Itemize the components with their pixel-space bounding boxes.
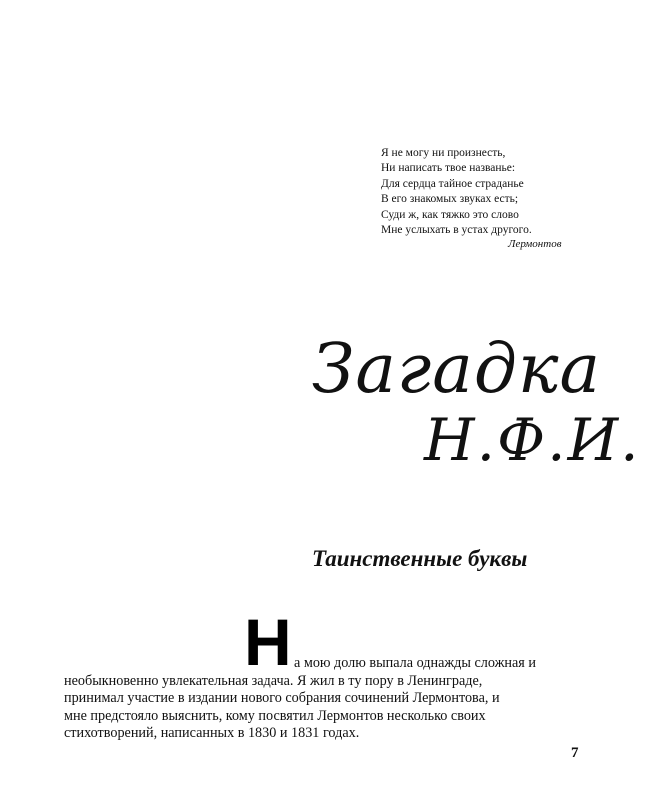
epigraph-line: Я не могу ни произнесть,	[381, 147, 506, 159]
chapter-title-line-2: Н.Ф.И.	[424, 406, 641, 474]
epigraph-line: Ни написать твое названье:	[381, 162, 516, 175]
body-line: необыкновенно увлекательная задача. Я жил в ту пору в Ленинграде,	[64, 672, 483, 689]
page-number: 7	[571, 745, 579, 761]
epigraph-line: Суди ж, как тяжко это слово	[381, 208, 519, 221]
epigraph-line: Мне услыхать в устах другого.	[381, 224, 532, 237]
body-line: мне предстояло выяснить, кому посвятил Лермонтов несколько своих	[64, 707, 486, 724]
epigraph	[381, 146, 611, 238]
body-line: принимал участие в издании нового собрания сочинений Лермонтова, и	[64, 690, 500, 707]
body-line: стихотворений, написанных в 1830 и 1831 годах.	[64, 725, 360, 742]
drop-cap: Н	[244, 615, 292, 669]
chapter-title-line-1: Загадка	[312, 330, 602, 409]
epigraph-line: Для сердца тайное страданье	[381, 177, 524, 190]
epigraph-line: В его знакомых звуках есть;	[381, 193, 519, 206]
section-heading: Таинственные буквы	[312, 546, 528, 571]
epigraph-author: Лермонтов	[508, 238, 562, 250]
body-line: а мою долю выпала однажды сложная и	[294, 655, 536, 671]
body-paragraph	[64, 655, 594, 743]
